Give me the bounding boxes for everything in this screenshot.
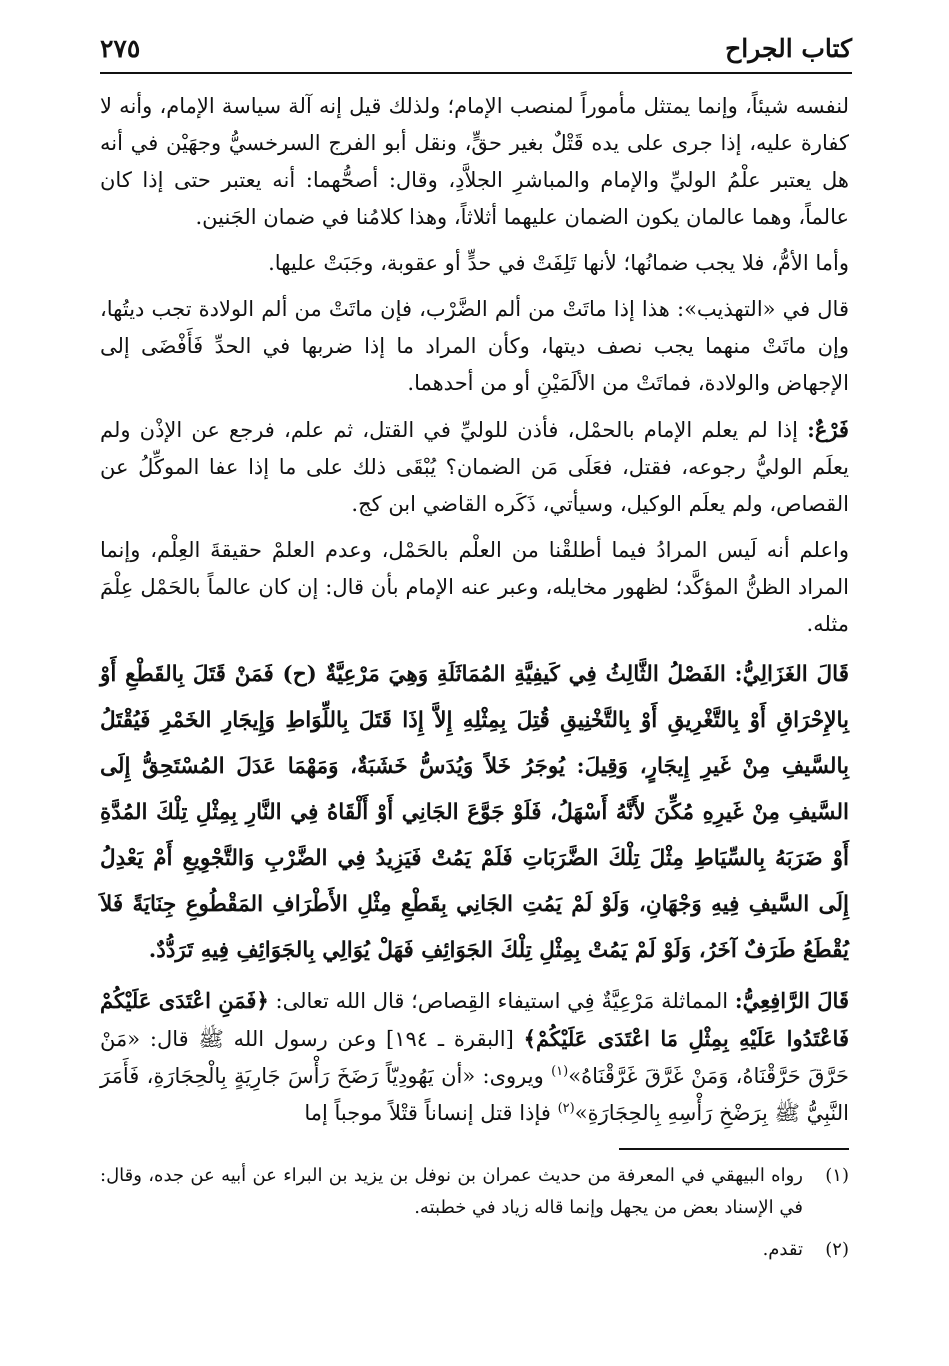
running-title: كتاب الجراح [725, 34, 852, 63]
paragraph-7-text-d: فإذا قتل إنساناً قتْلاً موجباً إما [304, 1101, 551, 1125]
paragraph-7-lead: قَالَ الرَّافِعِيُّ: [734, 988, 849, 1013]
paragraph-4 [100, 411, 849, 523]
paragraph-rafii-commentary [100, 982, 849, 1132]
paragraph-5: واعلم أنه لَيس المرادُ فيما أطلقْنا من العلْم بالحَمْل، وعدم العلمْ حقيقةَ العِلْم، وإنما المراد الظنُّ المؤكَّد؛ لظهور مخايله، وعبر عنه الإمام بأن قال: إن كان عالماً بالحَمْل عِلْمَ مثله. [100, 538, 849, 636]
quran-verse: ﴿فَمَنِ اعْتَدَى عَلَيْكُمْ فَاعْتَدُوا عَلَيْهِ بِمِثْلِ مَا اعْتَدَى عَلَيْكُمْ﴾ [100, 988, 849, 1051]
footnote-2 [100, 1234, 849, 1266]
footnote-ref-1: (١) [551, 1064, 569, 1079]
footnote-1-number: (١) [825, 1165, 849, 1186]
paragraph-4-lead: فَرْعٌ: [807, 417, 849, 442]
paragraph-2: وأما الأمُّ، فلا يجب ضمانُها؛ لأنها تَلِفَتْ في حدٍّ أو عقوبة، وجَبَتْ عليها. [268, 251, 849, 275]
footnote-rule [619, 1148, 849, 1150]
header-rule [100, 72, 852, 74]
paragraph-ghazali-matn: قَالَ الغَزَالِيُّ: الفَصْلُ الثَّالِثُ فِي كَيفِيَّةِ المُمَاثَلَةِ وَهِيَ مَرْعِيَّةٌ (ح) فَمَنْ قَتَلَ بِالقَطْعِ أَوْ بِالإِحْرَاقِ أَوْ بِالتَّغْرِيقِ أَوْ بِالتَّخْنِيقِ قُتِلَ بِمِثْلِهِ إِلاَّ إِذَا قَتَلَ بِاللِّوَاطِ وَإِيجَارِ الخَمْرِ فَيُقْتَلُ بِالسَّيفِ مِنْ غَيرِ إِيجَارٍ، وَقِيلَ: يُوجَرُ خَلاً وَيُدَسُّ خَشَبَةٌ، وَمَهْمَا عَدَلَ المُسْتَحِقُّ إِلَى السَّيفِ مِنْ غَيرِهِ مُكِّنَ لأَنَّهُ أَسْهَلُ، فَلَوْ جَوَّعَ الجَانِي أَوْ أَلْقَاهُ فِي النَّارِ بِمِثْلِ تِلْكَ المُدَّةِ أَوْ ضَرَبَهُ بِالسِّيَاطِ مِثْلَ تِلْكَ الضَّرَبَاتِ فَلَمْ يَمُتْ فَيَزِيدُ فِي الضَّرْبِ وَالتَّجْوِيعِ أَمْ يَعْدِلُ إِلَى السَّيفِ فِيهِ وَجْهَانِ، وَلَوْ لَمْ يَمُتِ الجَانِي بِقَطْعِ مِثْلِ الأَطْرَافِ المَقْطُوعِ جِنَايَةً فَلاَ يُقْطَعُ طَرَفٌ آخَرُ، وَلَوْ لَمْ يَمُتْ بِمِثْلِ تِلْكَ الجَوَائِفِ فَهَلْ يُوَالِي بِالجَوَائِفِ فِيهِ تَرَدُّدٌ. [100, 662, 849, 963]
footnote-1-text: رواه البيهقي في المعرفة من حديث عمران بن نوفل بن يزيد بن البراء عن أبيه عن جده، وقال: في الإسناد بعض من يجهل وإنما قاله زياد في خطبته. [100, 1165, 803, 1218]
paragraph-4-text: إذا لم يعلم الإمام بالحمْل، فأذن للوليِّ في القتل، ثم علم، فرجع عن الإذْن ولم يعلَم الوليُّ رجوعه، فقتل، فعَلَى مَن الضمان؟ يُبْقَى ذلك على ما إذا عفا الموكِّلُ عن القصاص، ولم يعلَم الوكيل، وسيأتي، ذَكَره القاضي ابن كج. [100, 418, 849, 516]
footnotes [100, 1160, 849, 1276]
paragraph-3: قال في «التهذيب»: هذا إذا ماتَتْ من ألم الضَّرْب، فإن ماتَتْ من ألم الولادة تجب ديتُها، وإن ماتَتْ منهما يجب نصف ديتها، وكأن المراد ما إذا ضربها في الحدِّ فَأَفْضَى إلى الإجهاض والولادة، فماتَتْ من الألَمَيْنِ أو من أحدهما. [100, 297, 849, 395]
page-number: ٢٧٥ [100, 34, 141, 63]
paragraph-1: لنفسه شيئاً، وإنما يمتثل مأموراً لمنصب الإمام؛ ولذلك قيل إنه آلة سياسة الإمام، وأنه لا كفارة عليه، إذا جرى على يده قَتْلٌ بغير حقٍّ، ونقل أبو الفرج السرخسيُّ وجهَيْن في أنه هل يعتبر علْمُ الوليِّ والإمام والمباشرِ الجلاَّدِ، وقال: أصحُّهما: أنه يعتبر حتى إذا كان عالماً، وهما عالمان يكون الضمان عليهما أثلاثاً، وهذا كلامُنا في ضمان الجَنين. [100, 94, 849, 229]
page-header [100, 30, 852, 74]
paragraph-7-text-a: المماثلة مَرْعِيَّةٌ فِي استيفاء القِصاص؛ قال الله تعالى: [275, 989, 729, 1013]
footnote-2-number: (٢) [825, 1239, 849, 1260]
paragraph-7-text-b: [البقرة ـ ١٩٤] وعن رسول الله ﷺ قال: «مَنْ حَرَّقَ حَرَّقْنَاهُ، وَمَنْ غَرَّقَ غَرَّقْنَاهُ» [100, 1027, 849, 1088]
footnote-ref-2: (٢) [557, 1101, 575, 1116]
paragraph-7-text-c: ويروى: «أن يَهُودِيّاً رَضَخَ رَأْسَ جَارِيَةٍ بِالْحِجَارَةِ، فَأَمَرَ النَّبِيُّ ﷺ بِرَضْخِ رَأْسِهِ بِالحِجَارَةِ» [100, 1064, 849, 1125]
footnote-2-text: تقدم. [762, 1239, 803, 1260]
main-text [100, 88, 849, 1141]
footnote-1 [100, 1160, 849, 1224]
